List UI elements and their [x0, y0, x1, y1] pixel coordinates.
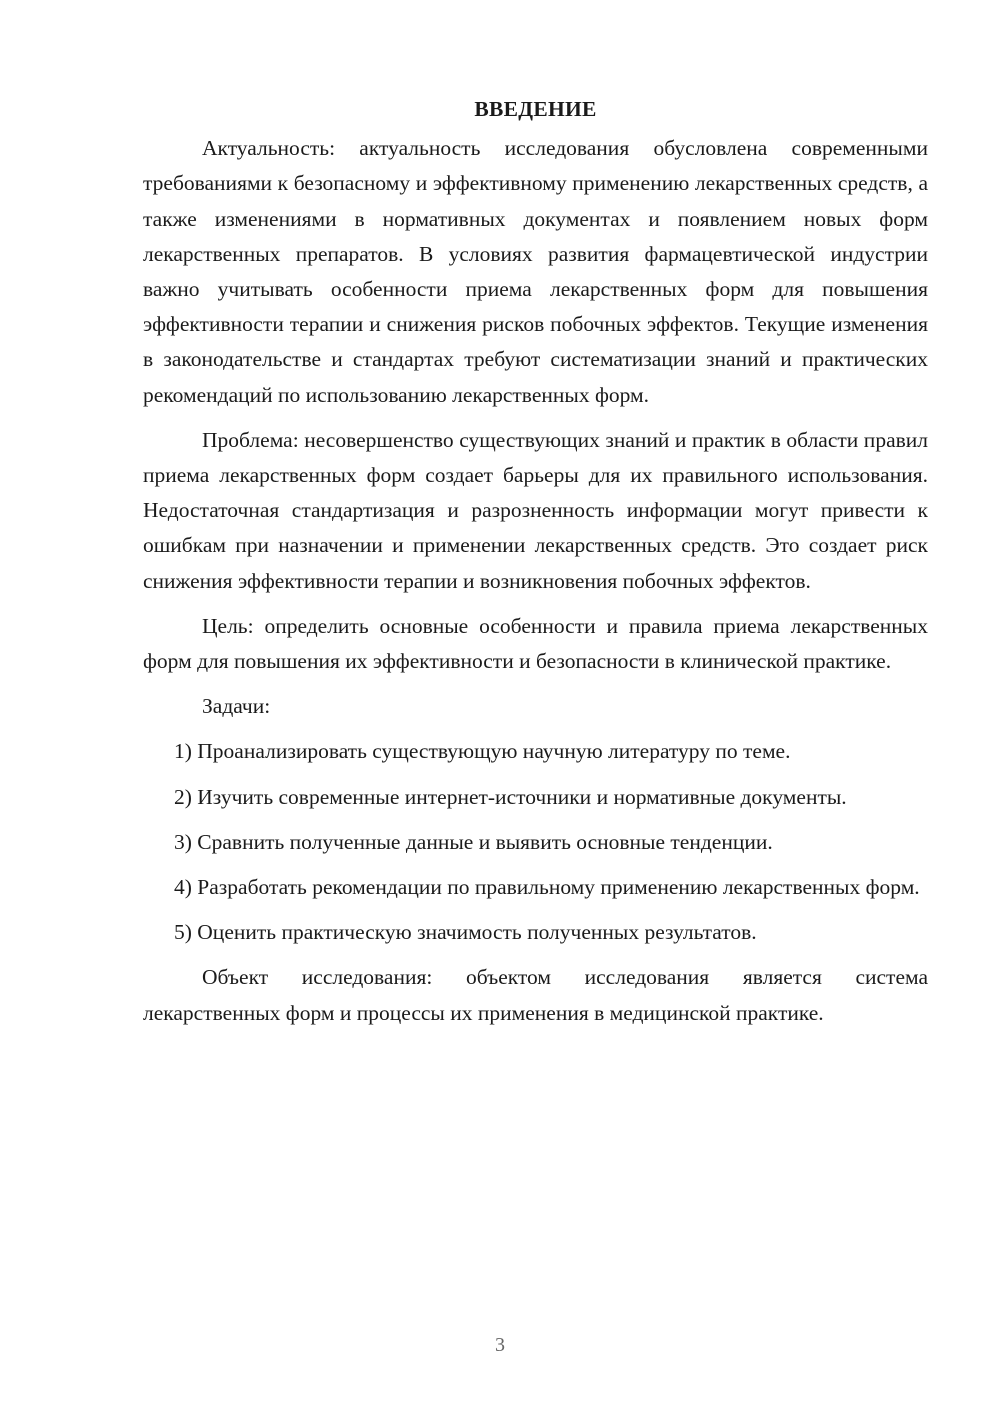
- task-item-3: 3) Сравнить полученные данные и выявить основные тенденции.: [174, 829, 773, 854]
- page-number: 3: [495, 1334, 505, 1356]
- paragraph-relevance: Актуальность: актуальность исследования обусловлена современными требованиями к безопасному и эффективному применению лекарственных средств, а также изменениями в нормативных документах и появлением новых форм лекарственных препаратов. В условиях развития фармацевтической индустрии важно учитывать особенности приема лекарственных форм для повышения эффективности терапии и снижения рисков побочных эффектов. Текущие изменения в законодательстве и стандартах требуют систематизации знаний и практических рекомендаций по использованию лекарственных форм.: [143, 136, 928, 407]
- task-item-2: 2) Изучить современные интернет-источники и нормативные документы.: [174, 784, 847, 809]
- paragraph-problem: Проблема: несовершенство существующих знаний и практик в области правил приема лекарственных форм создает барьеры для их правильного использования. Недостаточная стандартизация и разрозненность информации могут привести к ошибкам при назначении и применении лекарственных средств. Это создает риск снижения эффективности терапии и возникновения побочных эффектов.: [143, 427, 928, 593]
- task-item-4: 4) Разработать рекомендации по правильному применению лекарственных форм.: [174, 875, 920, 900]
- paragraph-goal: Цель: определить основные особенности и правила приема лекарственных форм для повышения их эффективности и безопасности в клинической практике.: [143, 613, 928, 674]
- task-item-5: 5) Оценить практическую значимость полученных результатов.: [174, 920, 757, 945]
- section-title: ВВЕДЕНИЕ: [474, 97, 597, 121]
- paragraph-object: Объект исследования: объектом исследования является система лекарственных форм и процессы их применения в медицинской практике.: [143, 965, 928, 1025]
- task-item-1: 1) Проанализировать существующую научную литературу по теме.: [174, 739, 791, 764]
- document-page: [143, 92, 928, 1041]
- paragraph-tasks-heading: Задачи:: [202, 694, 271, 719]
